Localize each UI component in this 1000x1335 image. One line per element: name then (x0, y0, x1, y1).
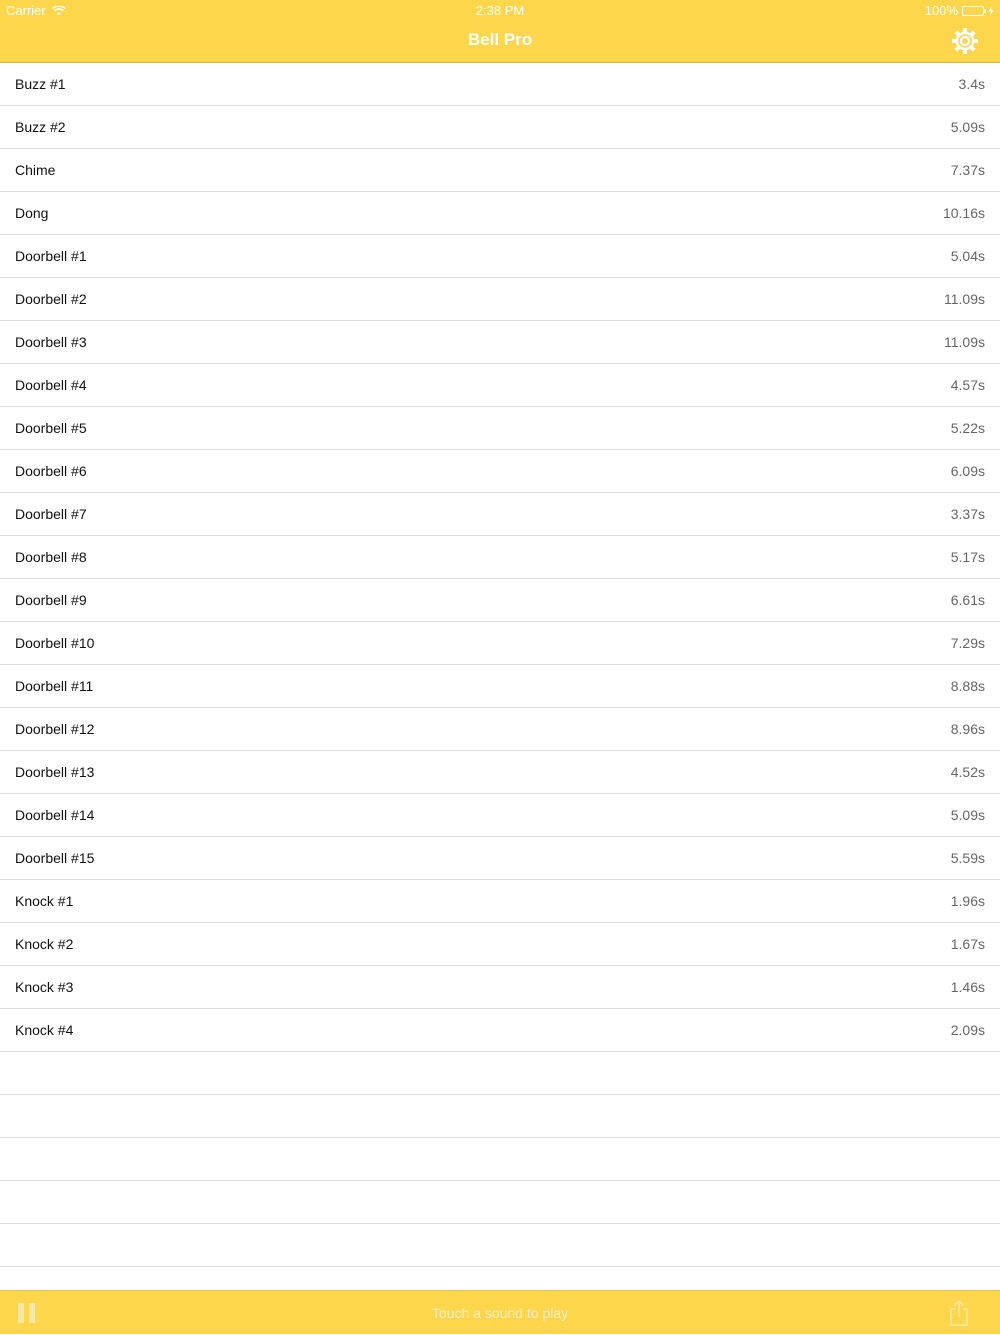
sound-duration: 6.61s (950, 592, 985, 608)
sound-name: Doorbell #12 (15, 721, 95, 737)
list-item[interactable] (0, 622, 1000, 665)
sound-name: Doorbell #9 (15, 592, 87, 608)
sound-duration: 5.22s (950, 420, 985, 436)
sound-duration: 6.09s (950, 463, 985, 479)
sound-name: Doorbell #2 (15, 291, 87, 307)
list-item[interactable] (0, 63, 1000, 106)
sound-duration: 5.59s (950, 850, 985, 866)
empty-list-row (0, 1138, 1000, 1181)
list-item[interactable] (0, 665, 1000, 708)
empty-list-row (0, 1095, 1000, 1138)
sound-name: Knock #2 (15, 936, 74, 952)
sound-duration: 4.57s (950, 377, 985, 393)
battery-percent: 100% (924, 3, 958, 18)
list-item[interactable] (0, 407, 1000, 450)
sound-duration: 5.04s (950, 248, 985, 264)
sound-name: Knock #1 (15, 893, 74, 909)
list-item[interactable] (0, 579, 1000, 622)
sound-duration: 5.09s (950, 807, 985, 823)
sound-name: Doorbell #6 (15, 463, 87, 479)
list-item[interactable] (0, 1009, 1000, 1052)
sound-name: Doorbell #1 (15, 248, 87, 264)
list-item[interactable] (0, 880, 1000, 923)
gear-icon[interactable] (951, 27, 979, 55)
sound-duration: 1.46s (950, 979, 985, 995)
list-item[interactable] (0, 149, 1000, 192)
sound-duration: 8.88s (950, 678, 985, 694)
sound-duration: 1.67s (950, 936, 985, 952)
navigation-bar (0, 0, 1000, 63)
sound-duration: 5.17s (950, 549, 985, 565)
sound-duration: 10.16s (942, 205, 985, 221)
sound-name: Knock #4 (15, 1022, 74, 1038)
sound-duration: 3.4s (958, 76, 985, 92)
sound-name: Buzz #1 (15, 76, 66, 92)
page-title: Bell Pro (467, 30, 533, 49)
sound-list (0, 63, 1000, 1267)
list-item[interactable] (0, 321, 1000, 364)
sound-name: Doorbell #8 (15, 549, 87, 565)
list-item[interactable] (0, 364, 1000, 407)
list-item[interactable] (0, 235, 1000, 278)
list-item[interactable] (0, 837, 1000, 880)
sound-name: Doorbell #15 (15, 850, 95, 866)
sound-duration: 5.09s (950, 119, 985, 135)
sound-name: Knock #3 (15, 979, 74, 995)
list-item[interactable] (0, 966, 1000, 1009)
sound-duration: 11.09s (944, 334, 985, 350)
sound-duration: 11.09s (944, 291, 985, 307)
sound-name: Doorbell #4 (15, 377, 87, 393)
empty-list-row (0, 1224, 1000, 1267)
sound-duration: 7.37s (950, 162, 985, 178)
play-hint: Touch a sound to play (431, 1305, 569, 1321)
bottom-toolbar (0, 1290, 1000, 1334)
list-item[interactable] (0, 192, 1000, 235)
list-item[interactable] (0, 923, 1000, 966)
sound-name: Doorbell #5 (15, 420, 87, 436)
list-item[interactable] (0, 493, 1000, 536)
sound-name: Doorbell #7 (15, 506, 87, 522)
battery-icon (962, 6, 984, 16)
list-item[interactable] (0, 278, 1000, 321)
sound-duration: 2.09s (950, 1022, 985, 1038)
sound-duration: 1.96s (950, 893, 985, 909)
list-item[interactable] (0, 450, 1000, 493)
sound-duration: 4.52s (950, 764, 985, 780)
list-item[interactable] (0, 708, 1000, 751)
status-time: 2:38 PM (475, 3, 525, 18)
sound-name: Doorbell #13 (15, 764, 95, 780)
sound-name: Chime (15, 162, 56, 178)
sound-name: Doorbell #11 (15, 678, 94, 694)
list-item[interactable] (0, 794, 1000, 837)
charging-icon (988, 6, 994, 16)
empty-list-row (0, 1181, 1000, 1224)
carrier-label: Carrier (6, 3, 46, 18)
sound-duration: 7.29s (950, 635, 985, 651)
sound-name: Buzz #2 (15, 119, 66, 135)
share-icon[interactable] (948, 1300, 970, 1326)
sound-duration: 8.96s (950, 721, 985, 737)
status-battery (925, 3, 994, 18)
list-item[interactable] (0, 751, 1000, 794)
sound-name: Doorbell #14 (15, 807, 95, 823)
sound-name: Doorbell #10 (15, 635, 95, 651)
list-item[interactable] (0, 536, 1000, 579)
empty-list-row (0, 1052, 1000, 1095)
sound-duration: 3.37s (950, 506, 985, 522)
sound-name: Doorbell #3 (15, 334, 87, 350)
sound-name: Dong (15, 205, 49, 221)
list-item[interactable] (0, 106, 1000, 149)
